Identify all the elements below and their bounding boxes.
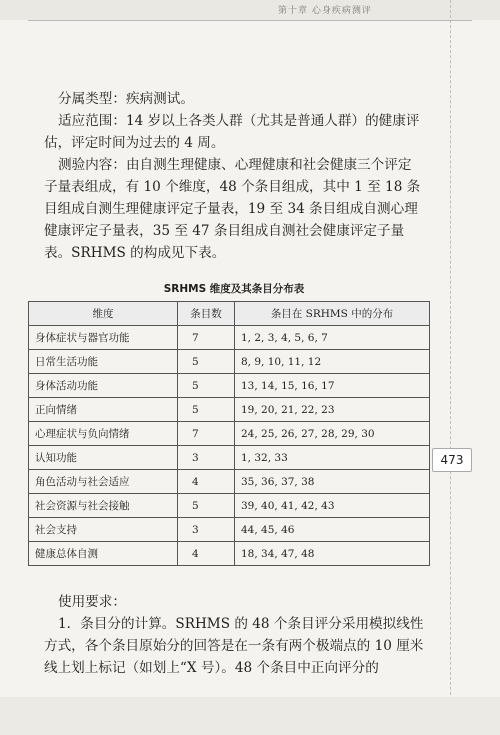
dimension-cell: 健康总体自测 [29, 542, 178, 566]
table-row [29, 350, 430, 374]
count-cell: 7 [178, 326, 235, 350]
count-cell: 5 [178, 494, 235, 518]
count-cell: 5 [178, 350, 235, 374]
dimension-cell: 角色活动与社会适应 [29, 470, 178, 494]
distribution-cell: 35, 36, 37, 38 [235, 470, 430, 494]
table-row [29, 542, 430, 566]
header-item-count: 条目数 [178, 302, 235, 326]
table-row [29, 470, 430, 494]
distribution-cell: 1, 32, 33 [235, 446, 430, 470]
count-cell: 3 [178, 446, 235, 470]
table-row [29, 422, 430, 446]
dimension-cell: 日常生活功能 [29, 350, 178, 374]
header-distribution: 条目在 SRHMS 中的分布 [235, 302, 430, 326]
dimension-cell: 认知功能 [29, 446, 178, 470]
table-row [29, 326, 430, 350]
dimension-cell: 心理症状与负向情绪 [29, 422, 178, 446]
dimension-cell: 社会资源与社会接触 [29, 494, 178, 518]
dimension-cell: 身体症状与器官功能 [29, 326, 178, 350]
page-footer [0, 697, 500, 735]
distribution-cell: 8, 9, 10, 11, 12 [235, 350, 430, 374]
count-cell: 4 [178, 470, 235, 494]
table-row [29, 374, 430, 398]
distribution-cell: 13, 14, 15, 16, 17 [235, 374, 430, 398]
dimension-cell: 社会支持 [29, 518, 178, 542]
count-cell: 4 [178, 542, 235, 566]
header-dimension: 维度 [29, 302, 178, 326]
distribution-cell: 1, 2, 3, 4, 5, 6, 7 [235, 326, 430, 350]
count-cell: 5 [178, 374, 235, 398]
scope-paragraph: 适应范围：14 岁以上各类人群（尤其是普通人群）的健康评估，评定时间为过去的 4 周。 [44, 113, 420, 151]
table-row [29, 398, 430, 422]
margin-guide-line [450, 0, 451, 735]
distribution-cell: 18, 34, 47, 48 [235, 542, 430, 566]
usage-paragraph: 1．条目分的计算。SRHMS 的 48 个条目评分采用模拟线性方式，各个条目原始分的回答是在一条有两个极端点的 10 厘米线上划上标记（如划上“X 号）。48 个条目中正向评分的 [44, 616, 424, 676]
table-row [29, 518, 430, 542]
page-number: 473 [432, 448, 472, 472]
count-cell: 7 [178, 422, 235, 446]
table-row [29, 494, 430, 518]
header-divider [28, 20, 472, 21]
distribution-cell: 39, 40, 41, 42, 43 [235, 494, 430, 518]
page-header [0, 0, 500, 20]
table-title: SRHMS 维度及其条目分布表 [163, 283, 305, 295]
distribution-cell: 44, 45, 46 [235, 518, 430, 542]
count-cell: 5 [178, 398, 235, 422]
table-row [29, 446, 430, 470]
count-cell: 3 [178, 518, 235, 542]
category-paragraph: 分属类型：疾病测试。 [58, 91, 194, 107]
dimension-distribution-table [28, 301, 430, 566]
table-header-row [29, 302, 430, 326]
running-header: 第十章 心身疾病测评 [278, 6, 372, 16]
usage-heading: 使用要求： [58, 594, 126, 610]
content-paragraph: 测验内容：由自测生理健康、心理健康和社会健康三个评定子量表组成，有 10 个维度，48 个条目组成，其中 1 至 18 条目组成自测生理健康评定子量表，19 至 34 条目组成自测心理健康评定子量表，35 至 47 条目组成自测社会健康评定子量表。SRHMS 的构成见下表。 [44, 157, 421, 261]
dimension-cell: 身体活动功能 [29, 374, 178, 398]
distribution-cell: 24, 25, 26, 27, 28, 29, 30 [235, 422, 430, 446]
dimension-cell: 正向情绪 [29, 398, 178, 422]
distribution-cell: 19, 20, 21, 22, 23 [235, 398, 430, 422]
